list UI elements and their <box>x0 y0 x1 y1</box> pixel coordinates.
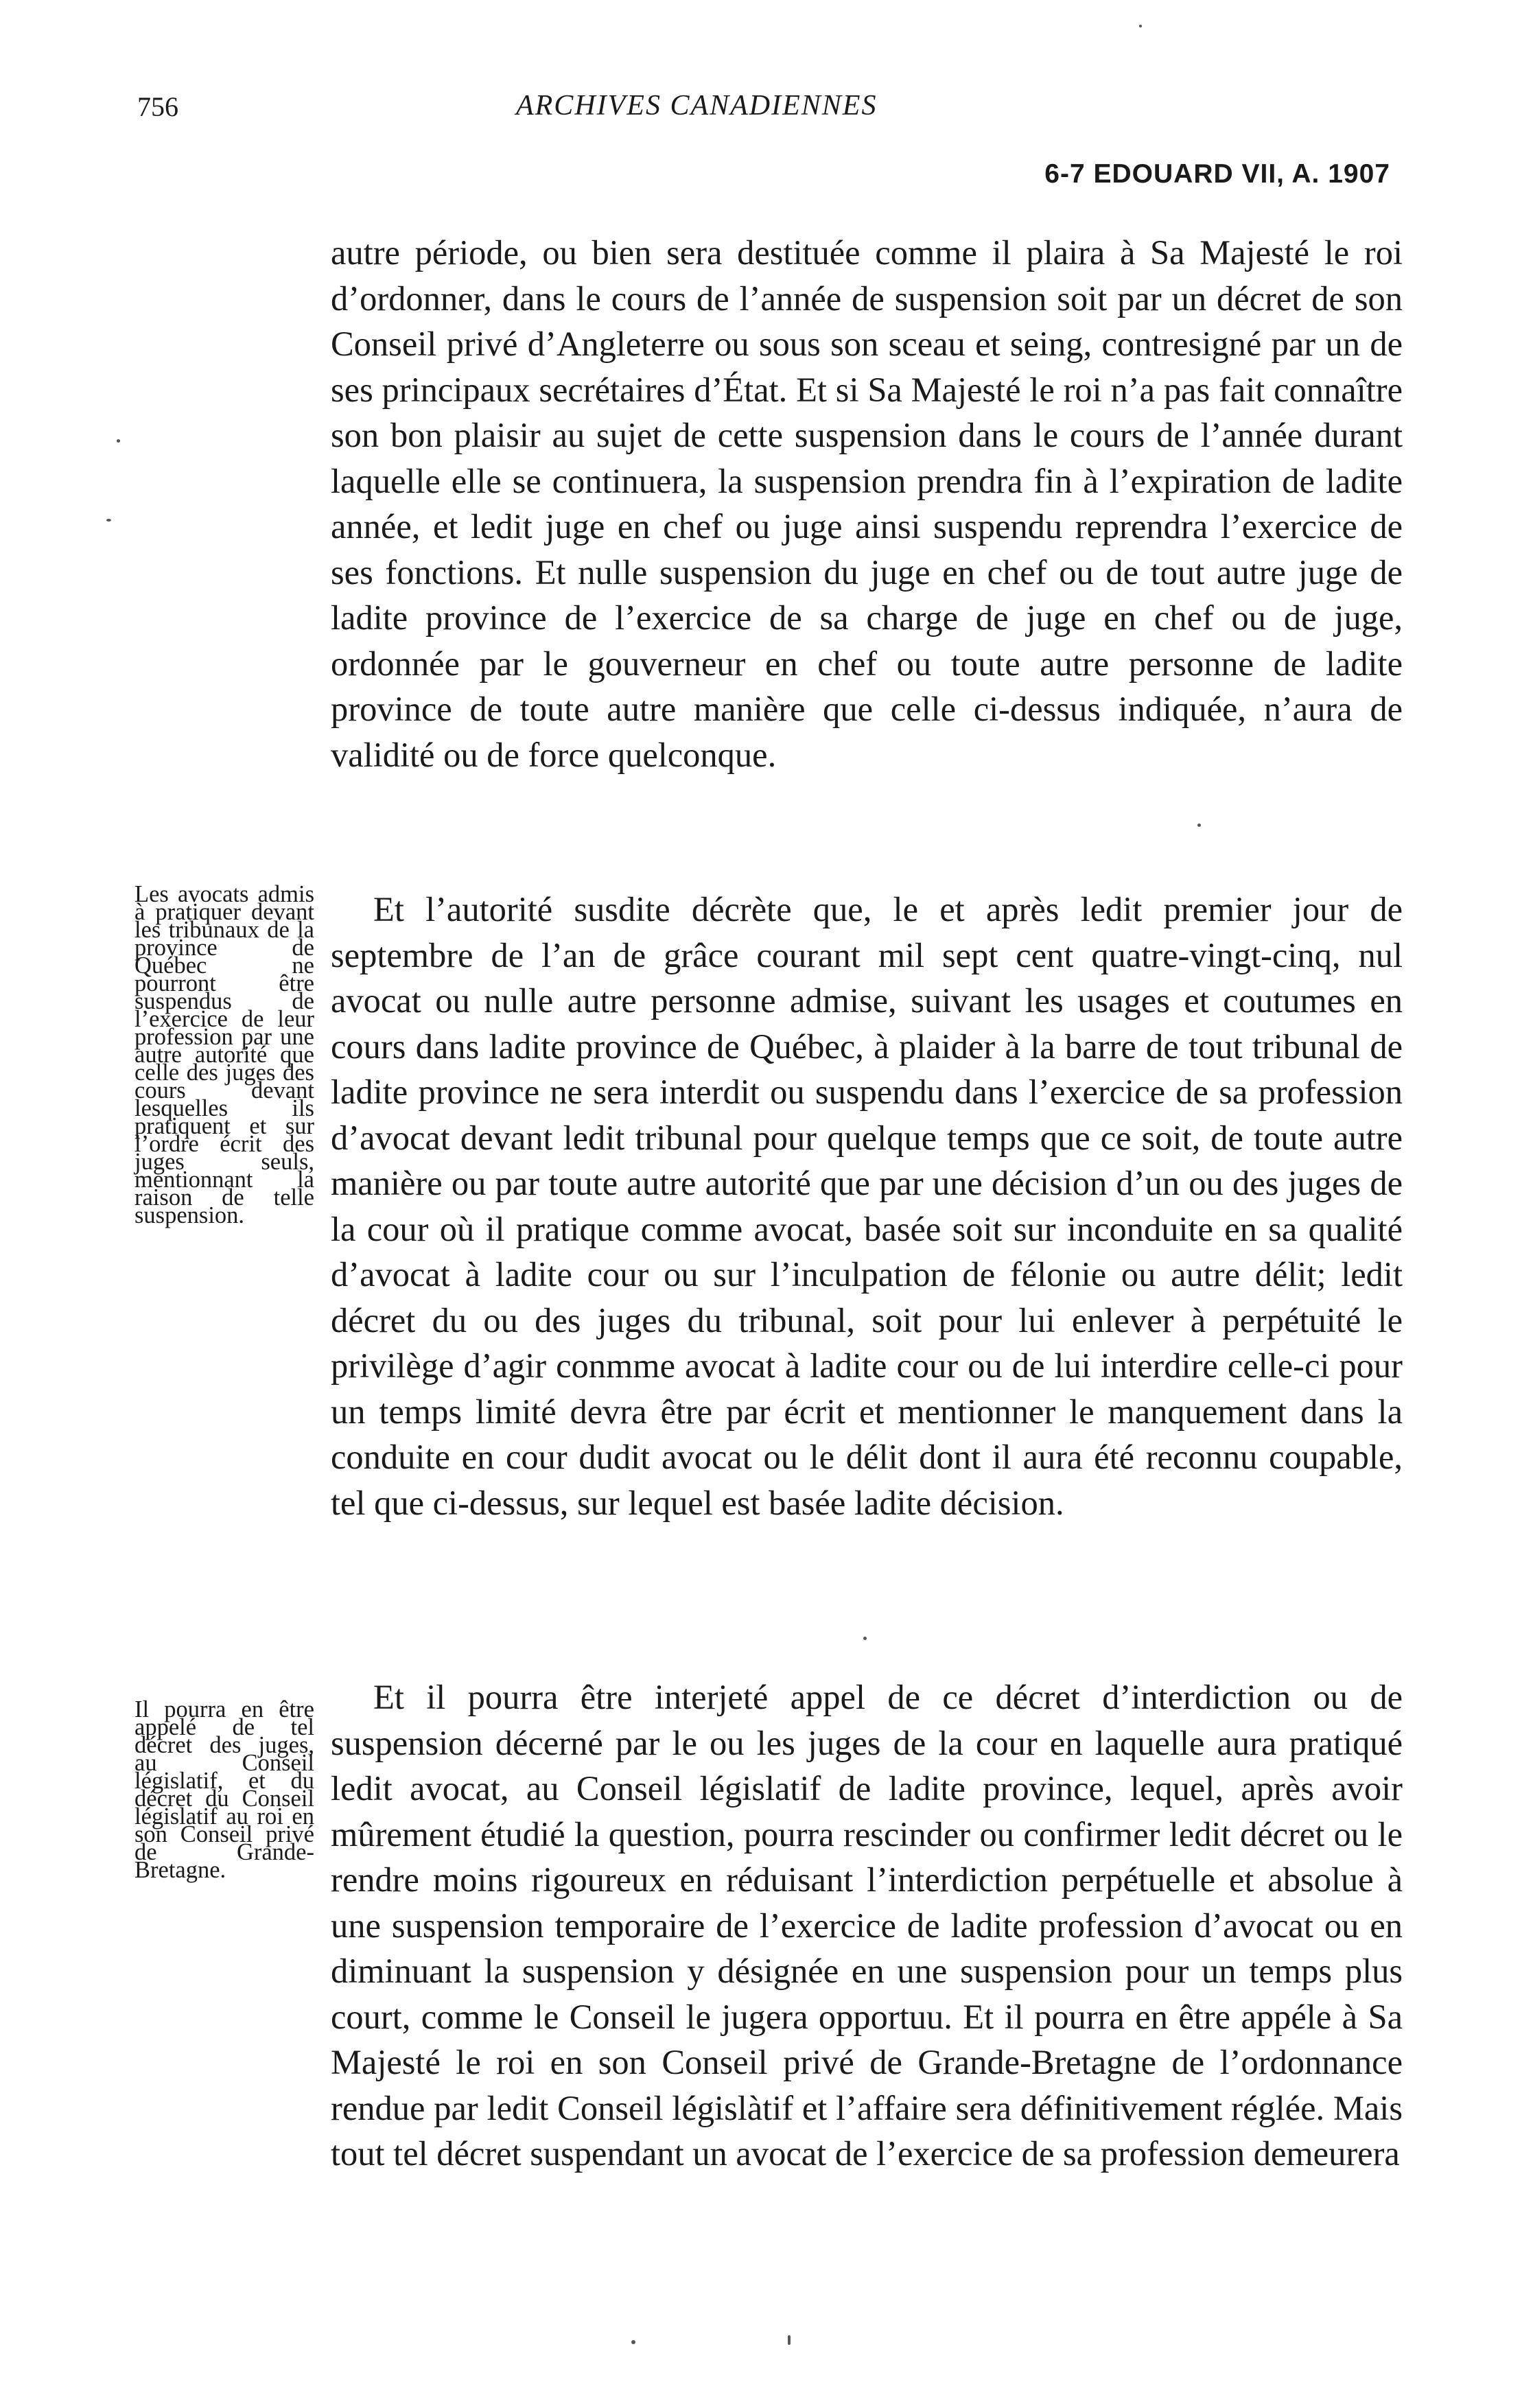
scan-speck <box>106 519 111 522</box>
body-paragraph-continued <box>331 230 1403 778</box>
scan-speck <box>1139 25 1142 27</box>
session-label: 6-7 EDOUARD VII, A. 1907 <box>1044 159 1390 189</box>
running-title: ARCHIVES CANADIENNES <box>516 90 878 121</box>
body-paragraph-appeal <box>331 1674 1403 2177</box>
scan-speck <box>863 1637 867 1640</box>
margin-note-advocates-suspension: Les avocats admis à pratiquer devant les tribunaux de la province de Québec ne pourront être suspendus de l’exercice de leur profession par une autre autorité que celle des juges des cours devant lesquelles ils pratiquent et sur l’ordre écrit des juges seuls, mentionnant la raison de telle suspension. <box>134 881 314 1228</box>
scan-speck <box>117 439 120 443</box>
margin-note-appeal: Il pourra en être appelé de tel décret des juges, au Conseil législatif, et du décret du Conseil législatif au roi en son Conseil privé de Grande-Bretagne. <box>134 1696 314 1883</box>
scan-speck <box>1197 823 1201 827</box>
paragraph-text: autre période, ou bien sera destituée comme il plaira à Sa Majesté le roi d’ordonner, dans le cours de l’année de suspension soit par un décret de son Conseil privé d’Angleterre ou sous son sceau et seing, contresigné par un de ses principaux secrétaires d’État. Et si Sa Majesté le roi n’a pas fait connaître son bon plaisir au sujet de cette suspension dans le cours de l’année durant laquelle elle se continuera, la suspension prendra fin à l’expiration de ladite année, et ledit juge en chef ou juge ainsi suspendu reprendra l’exercice de ses fonctions. Et nulle suspension du juge en chef ou de tout autre juge de ladite province de l’exercice de sa charge de juge en chef ou de juge, ordonnée par le gouverneur en chef ou toute autre personne de ladite province de toute autre manière que celle ci-dessus indiquée, n’aura de validité ou de force quelconque. <box>331 233 1403 774</box>
paragraph-text: Et l’autorité susdite décrète que, le et après ledit premier jour de septembre de l’an de grâce courant mil sept cent quatre-vingt-cinq, nul avocat ou nulle autre personne admise, suivant les usages et coutumes en cours dans ladite province de Québec, à plaider à la barre de tout tribunal de ladite province ne sera interdit ou suspendu dans l’exercice de sa profession d’avocat devant ledit tribunal pour quelque temps que ce soit, de toute autre manière ou par toute autre autorité que par une décision d’un ou des juges de la cour où il pratique comme avocat, basée soit sur inconduite en sa qualité d’avocat à ladite cour ou sur l’inculpation de félonie ou autre délit; ledit décret du ou des juges du tribunal, soit pour lui enlever à perpétuité le privilège d’agir conmme avocat à ladite cour ou de lui interdire celle-ci pour un temps limité devra être par écrit et mentionner le manquement dans la conduite en cour dudit avocat ou le délit dont il aura été reconnu coupable, tel que ci-dessus, sur lequel est basée ladite décision. <box>331 890 1403 1522</box>
scan-speck <box>788 2335 791 2345</box>
body-paragraph-advocates <box>331 887 1403 1526</box>
page-number: 756 <box>137 91 178 122</box>
paragraph-text: Et il pourra être interjeté appel de ce décret d’interdiction ou de suspension décerné par le ou les juges de la cour en laquelle aura pratiqué ledit avocat, au Conseil législatif de ladite province, lequel, après avoir mûrement étudié la question, pourra rescinder ou confirmer ledit décret ou le rendre moins rigoureux en réduisant l’interdiction perpétuelle et absolue à une suspension temporaire de l’exercice de ladite profession d’avocat ou en diminuant la suspension y désignée en une suspension pour un temps plus court, comme le Conseil le jugera opportuu. Et il pourra en être appéle à Sa Majesté le roi en son Conseil privé de Grande-Bretagne de l’ordonnance rendue par ledit Conseil législàtif et l’affaire sera définitivement réglée. Mais tout tel décret suspendant un avocat de l’exercice de sa profession demeurera <box>331 1678 1403 2173</box>
scan-speck <box>631 2340 635 2344</box>
